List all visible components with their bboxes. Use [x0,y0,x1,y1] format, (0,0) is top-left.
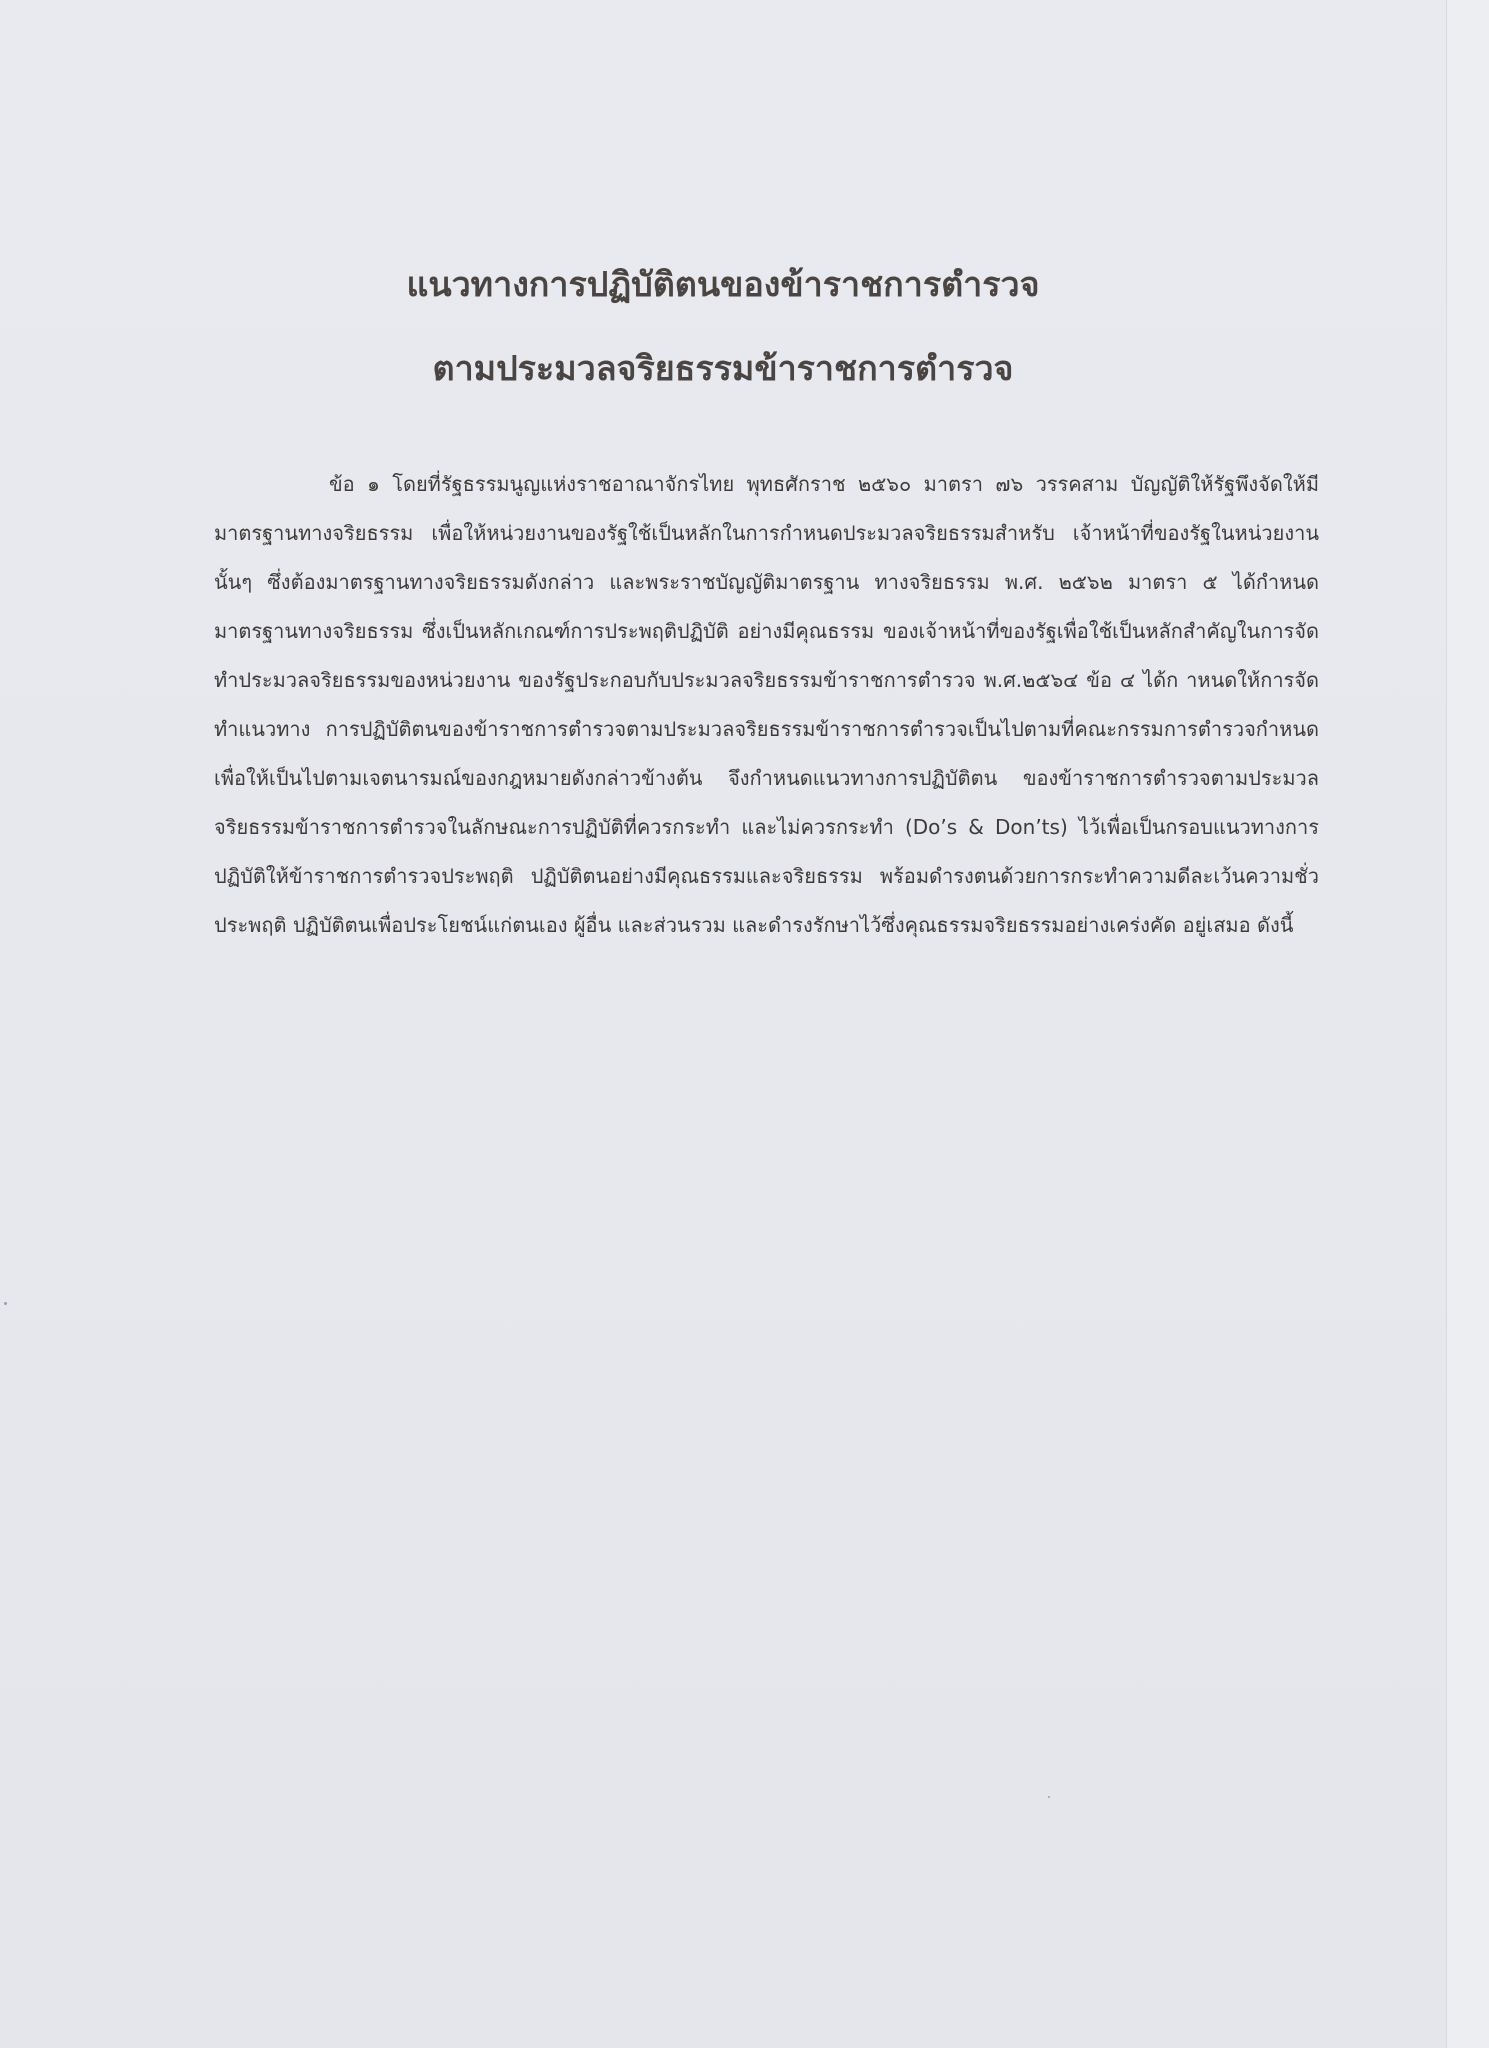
document-title-line-2: ตามประมวลจริยธรรมข้าราชการตำรวจ [432,349,1014,389]
scan-speck [4,1302,7,1305]
scan-background-edge [1447,0,1489,2048]
document-title-line-1: แนวทางการปฏิบัติตนของข้าราชการตำรวจ [406,265,1040,305]
document-body-paragraph: ข้อ ๑ โดยที่รัฐธรรมนูญแห่งราชอาณาจักรไทย พุทธศักราช ๒๕๖๐ มาตรา ๗๖ วรรคสาม บัญญัติให้รัฐพึงจัดให้มีมาตรฐานทางจริยธรรม เพื่อให้หน่วยงานของรัฐใช้เป็นหลักในการกำหนดประมวลจริยธรรมสำหรับ เจ้าหน้าที่ของรัฐในหน่วยงานนั้นๆ ซึ่งต้องมาตรฐานทางจริยธรรมดังกล่าว และพระราชบัญญัติมาตรฐาน ทางจริยธรรม พ.ศ. ๒๕๖๒ มาตรา ๕ ได้กำหนดมาตรฐานทางจริยธรรม ซึ่งเป็นหลักเกณฑ์การประพฤติปฏิบัติ อย่างมีคุณธรรม ของเจ้าหน้าที่ของรัฐเพื่อใช้เป็นหลักสำคัญในการจัดทำประมวลจริยธรรมของหน่วยงาน ของรัฐประกอบกับประมวลจริยธรรมข้าราชการตำรวจ พ.ศ.๒๕๖๔ ข้อ ๔ ได้ก าหนดให้การจัดทำแนวทาง การปฏิบัติตนของข้าราชการตำรวจตามประมวลจริยธรรมข้าราชการตำรวจเป็นไปตามที่คณะกรรมการตำรวจกำหนด เพื่อให้เป็นไปตามเจตนารมณ์ของกฎหมายดังกล่าวข้างต้น จึงกำหนดแนวทางการปฏิบัติตน ของข้าราชการตำรวจตามประมวลจริยธรรมข้าราชการตำรวจในลักษณะการปฏิบัติที่ควรกระทำ และไม่ควรกระทำ (Do’s & Don’ts) ไว้เพื่อเป็นกรอบแนวทางการปฏิบัติให้ข้าราชการตำรวจประพฤติ ปฏิบัติตนอย่างมีคุณธรรมและจริยธรรม พร้อมดำรงตนด้วยการกระทำความดีละเว้นความชั่ว ประพฤติ ปฏิบัติตนเพื่อประโยชน์แก่ตนเอง ผู้อื่น และส่วนรวม และดำรงรักษาไว้ซึ่งคุณธรรมจริยธรรมอย่างเคร่งคัด อยู่เสมอ ดังนี้ [214,472,1319,937]
scan-speck [1048,1796,1050,1798]
